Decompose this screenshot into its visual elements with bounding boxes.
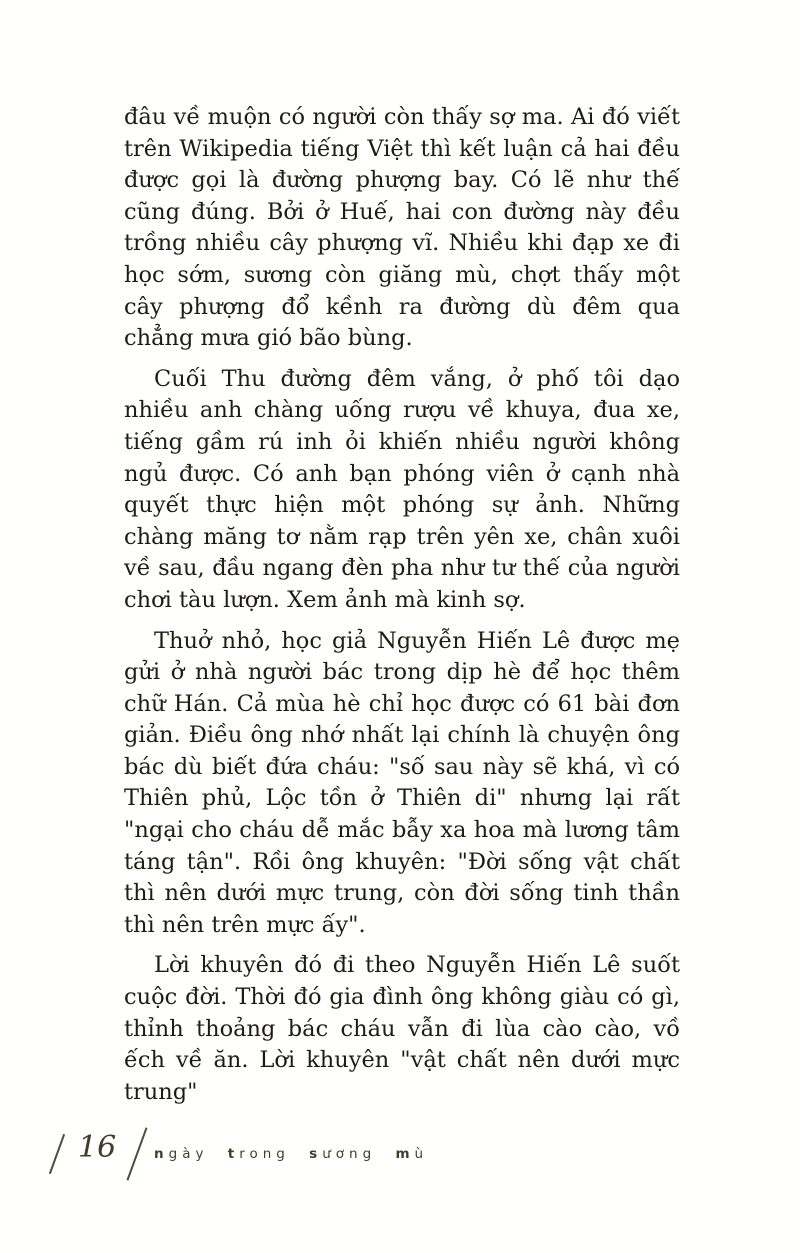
- paragraph: Cuối Thu đường đêm vắng, ở phố tôi dạo nhiều anh chàng uống rượu về khuya, đua xe, tiếng gầm rú inh ỏi khiến nhiều người không ngủ được. Có anh bạn phóng viên ở cạnh nhà quyết thực hiện một phóng sự ảnh. Những chàng măng tơ nằm rạp trên yên xe, chân xuôi về sau, đầu ngang đèn pha như tư thế của người chơi tàu lượn. Xem ảnh mà kinh sợ.: [124, 365, 680, 613]
- page-text: [124, 102, 680, 1117]
- page-number: 16: [78, 1130, 117, 1165]
- book-title-word: ngày: [154, 1146, 209, 1162]
- book-title-word: mù: [395, 1146, 429, 1162]
- slash-mark-icon: [49, 1134, 65, 1174]
- page-footer: [38, 1124, 488, 1188]
- paragraph: đâu về muộn có người còn thấy sợ ma. Ai đó viết trên Wikipedia tiếng Việt thì kết luận cả hai đều được gọi là đường phượng bay. Có lẽ như thế cũng đúng. Bởi ở Huế, hai con đường này đều trồng nhiều cây phượng vĩ. Nhiều khi đạp xe đi học sớm, sương còn giăng mù, chợt thấy một cây phượng đổ kềnh ra đường dù đêm qua chẳng mưa gió bão bùng.: [124, 104, 680, 352]
- paragraph: Lời khuyên đó đi theo Nguyễn Hiến Lê suốt cuộc đời. Thời đó gia đình ông không giàu có gì, thỉnh thoảng bác cháu vẫn đi lùa cào cào, vồ ếch về ăn. Lời khuyên "vật chất nên dưới mực trung": [124, 952, 680, 1105]
- book-title-word: sương: [309, 1146, 377, 1162]
- book-title: [154, 1146, 438, 1162]
- slash-mark-icon: [126, 1127, 147, 1180]
- book-title-word: trong: [227, 1146, 290, 1162]
- paragraph: Thuở nhỏ, học giả Nguyễn Hiến Lê được mẹ gửi ở nhà người bác trong dịp hè để học thêm chữ Hán. Cả mùa hè chỉ học được có 61 bài đơn giản. Điều ông nhớ nhất lại chính là chuyện ông bác dù biết đứa cháu: "số sau này sẽ khá, vì có Thiên phủ, Lộc tồn ở Thiên di" nhưng lại rất "ngại cho cháu dễ mắc bẫy xa hoa mà lương tâm táng tận". Rồi ông khuyên: "Đời sống vật chất thì nên dưới mực trung, còn đời sống tinh thần thì nên trên mực ấy".: [124, 627, 680, 938]
